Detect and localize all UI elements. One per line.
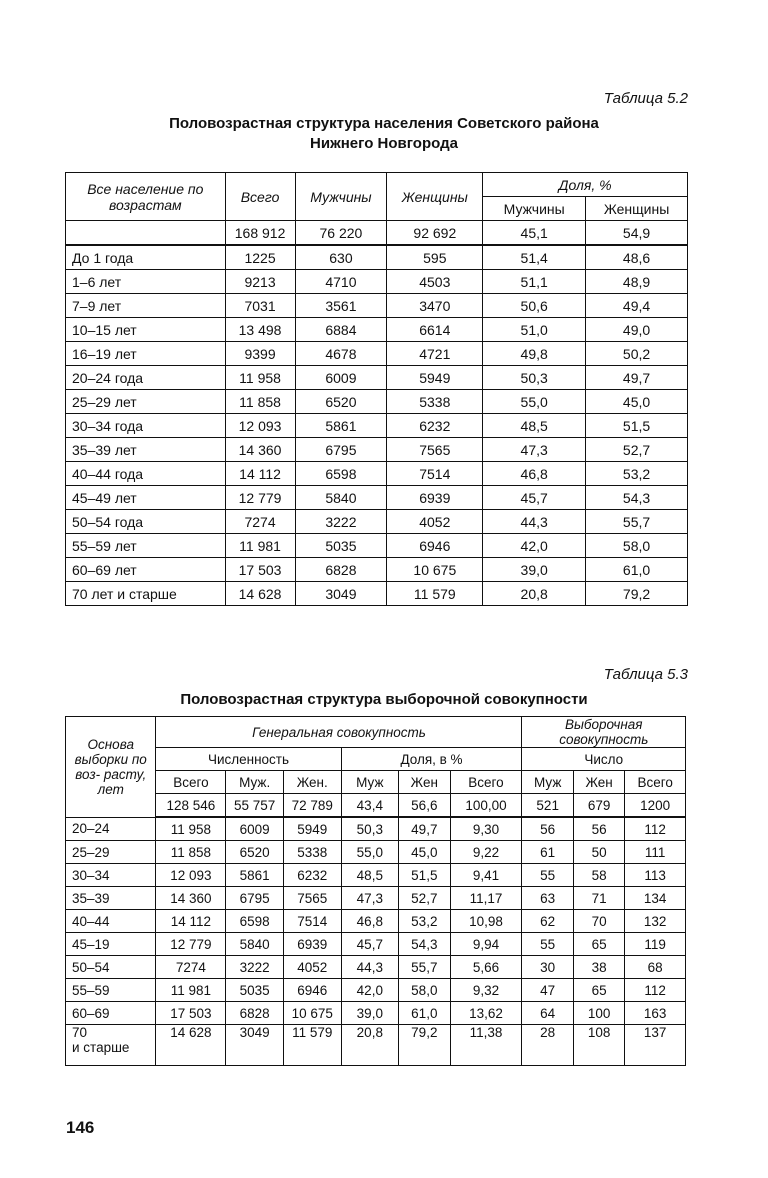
table-row — [66, 342, 688, 366]
table-5-2 — [65, 172, 688, 606]
table-cell: 9,32 — [450, 979, 522, 1002]
table-cell: 11,17 — [450, 887, 522, 910]
table-cell: 63 — [522, 887, 573, 910]
table-cell: 3470 — [387, 294, 483, 318]
table-cell: 6520 — [226, 841, 284, 864]
table-cell: 56 — [573, 817, 624, 841]
table-cell: 6598 — [295, 462, 387, 486]
table-cell: 52,7 — [399, 887, 450, 910]
table-cell: 14 360 — [156, 887, 226, 910]
table-cell: 119 — [625, 933, 686, 956]
table-cell: 49,8 — [483, 342, 586, 366]
table-cell: 3049 — [226, 1025, 284, 1066]
table-cell: 108 — [573, 1025, 624, 1066]
subheader-cell: Всего — [450, 771, 522, 794]
row-label-line1: 70 — [72, 1025, 88, 1040]
table-cell: 100 — [573, 1002, 624, 1025]
table-cell: 5840 — [295, 486, 387, 510]
header-share-pct: Доля, в % — [341, 748, 522, 771]
table-cell: 52,7 — [586, 438, 688, 462]
table-cell: 5338 — [283, 841, 341, 864]
table-cell: 6614 — [387, 318, 483, 342]
total-cell: 1200 — [625, 794, 686, 818]
table-cell: 112 — [625, 817, 686, 841]
table-5-2-title-line1: Половозрастная структура населения Советского района — [169, 115, 599, 132]
subheader-cell: Жен — [573, 771, 624, 794]
table-cell: 55 — [522, 933, 573, 956]
header-count: Численность — [156, 748, 341, 771]
table-cell: 7514 — [283, 910, 341, 933]
table-cell: 9,30 — [450, 817, 522, 841]
table-cell: 11 981 — [225, 534, 295, 558]
total-cell: 43,4 — [341, 794, 399, 818]
table-5-2-title-line2: Нижнего Новгорода — [310, 135, 458, 152]
table-row-totals — [66, 794, 686, 818]
table-cell: 55,7 — [586, 510, 688, 534]
row-label: 70 лет и старше — [66, 582, 226, 606]
table-row — [66, 534, 688, 558]
table-cell: 49,0 — [586, 318, 688, 342]
row-label: 55–59 лет — [66, 534, 226, 558]
table-cell: 50 — [573, 841, 624, 864]
total-cell: 56,6 — [399, 794, 450, 818]
table-cell: 62 — [522, 910, 573, 933]
table-cell: 9213 — [225, 270, 295, 294]
table-cell: 46,8 — [483, 462, 586, 486]
table-cell: 6828 — [226, 1002, 284, 1025]
table-5-2-title — [0, 114, 768, 154]
table-cell: 54,3 — [586, 486, 688, 510]
table-cell: 53,2 — [399, 910, 450, 933]
row-label: До 1 года — [66, 245, 226, 270]
table-cell: 79,2 — [399, 1025, 450, 1066]
row-label: 20–24 — [66, 817, 156, 841]
table-cell: 53,2 — [586, 462, 688, 486]
table-cell: 30 — [522, 956, 573, 979]
table-row — [66, 510, 688, 534]
table-row — [66, 245, 688, 270]
table-cell: 5035 — [226, 979, 284, 1002]
table-cell: 112 — [625, 979, 686, 1002]
table-cell: 44,3 — [483, 510, 586, 534]
table-cell: 6795 — [295, 438, 387, 462]
table-cell: 6520 — [295, 390, 387, 414]
table-row — [66, 558, 688, 582]
header-share-men: Мужчины — [483, 197, 586, 221]
table-cell: 11 858 — [225, 390, 295, 414]
total-cell: 168 912 — [225, 221, 295, 246]
table-cell: 6939 — [387, 486, 483, 510]
table-cell: 6795 — [226, 887, 284, 910]
row-label: 30–34 — [66, 864, 156, 887]
table-cell: 48,9 — [586, 270, 688, 294]
table-cell: 58,0 — [586, 534, 688, 558]
table-cell: 137 — [625, 1025, 686, 1066]
table-cell: 65 — [573, 933, 624, 956]
table-cell: 5338 — [387, 390, 483, 414]
table-cell: 55,0 — [341, 841, 399, 864]
table-cell: 7274 — [225, 510, 295, 534]
table-cell: 10 675 — [283, 1002, 341, 1025]
table-cell: 68 — [625, 956, 686, 979]
table-cell: 47,3 — [341, 887, 399, 910]
table-5-2-caption: Таблица 5.2 — [603, 90, 688, 107]
row-label: 55–59 — [66, 979, 156, 1002]
table-row — [66, 414, 688, 438]
row-label: 35–39 лет — [66, 438, 226, 462]
header-age: Все население по возрастам — [66, 173, 226, 221]
table-row — [66, 294, 688, 318]
row-label: 16–19 лет — [66, 342, 226, 366]
table-cell: 54,3 — [399, 933, 450, 956]
table-cell: 6232 — [387, 414, 483, 438]
row-label: 50–54 года — [66, 510, 226, 534]
table-cell: 14 628 — [225, 582, 295, 606]
table-row — [66, 438, 688, 462]
table-cell: 6946 — [283, 979, 341, 1002]
table-cell: 55,7 — [399, 956, 450, 979]
table-row — [66, 318, 688, 342]
header-number: Число — [522, 748, 686, 771]
header-sample: Выборочная совокупность — [522, 717, 686, 748]
table-cell: 55,0 — [483, 390, 586, 414]
total-cell: 100,00 — [450, 794, 522, 818]
table-cell: 28 — [522, 1025, 573, 1066]
table-cell: 7565 — [387, 438, 483, 462]
table-cell: 5,66 — [450, 956, 522, 979]
table-cell: 45,0 — [586, 390, 688, 414]
table-cell: 48,5 — [483, 414, 586, 438]
total-cell: 54,9 — [586, 221, 688, 246]
table-cell: 50,2 — [586, 342, 688, 366]
header-men: Мужчины — [295, 173, 387, 221]
table-row — [66, 817, 686, 841]
table-cell: 65 — [573, 979, 624, 1002]
table-cell: 9,22 — [450, 841, 522, 864]
table-cell: 7514 — [387, 462, 483, 486]
table-cell: 58,0 — [399, 979, 450, 1002]
subheader-cell: Муж. — [226, 771, 284, 794]
total-cell: 128 546 — [156, 794, 226, 818]
table-cell: 51,5 — [399, 864, 450, 887]
table-cell: 61 — [522, 841, 573, 864]
table-cell: 5949 — [283, 817, 341, 841]
table-cell: 12 779 — [225, 486, 295, 510]
table-cell: 51,0 — [483, 318, 586, 342]
row-label-line2: и старше — [72, 1040, 130, 1055]
table-cell: 11 579 — [283, 1025, 341, 1066]
table-cell: 12 093 — [225, 414, 295, 438]
table-cell: 64 — [522, 1002, 573, 1025]
table-row — [66, 841, 686, 864]
table-cell: 11 958 — [156, 817, 226, 841]
table-cell: 113 — [625, 864, 686, 887]
table-cell: 71 — [573, 887, 624, 910]
table-cell: 12 779 — [156, 933, 226, 956]
table-cell: 11 958 — [225, 366, 295, 390]
blank-cell — [66, 221, 226, 246]
table-cell: 50,3 — [341, 817, 399, 841]
table-cell: 45,7 — [341, 933, 399, 956]
page-number: 146 — [66, 1118, 95, 1137]
table-cell: 79,2 — [586, 582, 688, 606]
table-cell: 46,8 — [341, 910, 399, 933]
table-row — [66, 486, 688, 510]
subheader-cell: Жен — [399, 771, 450, 794]
table-cell: 7031 — [225, 294, 295, 318]
table-cell: 51,1 — [483, 270, 586, 294]
table-cell: 630 — [295, 245, 387, 270]
table-5-3-caption: Таблица 5.3 — [603, 666, 688, 683]
table-cell: 7565 — [283, 887, 341, 910]
table-row — [66, 462, 688, 486]
table-cell: 13,62 — [450, 1002, 522, 1025]
table-row — [66, 582, 688, 606]
table-cell: 17 503 — [225, 558, 295, 582]
table-cell: 5949 — [387, 366, 483, 390]
table-cell: 6598 — [226, 910, 284, 933]
table-row-last — [66, 1025, 686, 1066]
table-cell: 42,0 — [483, 534, 586, 558]
table-row — [66, 366, 688, 390]
row-label: 25–29 — [66, 841, 156, 864]
table-cell: 111 — [625, 841, 686, 864]
row-label: 35–39 — [66, 887, 156, 910]
table-row — [66, 270, 688, 294]
row-label: 50–54 — [66, 956, 156, 979]
table-cell: 5035 — [295, 534, 387, 558]
table-cell: 6939 — [283, 933, 341, 956]
row-label: 1–6 лет — [66, 270, 226, 294]
table-cell: 13 498 — [225, 318, 295, 342]
table-cell: 44,3 — [341, 956, 399, 979]
table-cell: 49,7 — [399, 817, 450, 841]
total-cell: 679 — [573, 794, 624, 818]
row-label — [66, 1025, 156, 1066]
subheader-cell: Жен. — [283, 771, 341, 794]
table-cell: 3049 — [295, 582, 387, 606]
table-cell: 11 579 — [387, 582, 483, 606]
header-women: Женщины — [387, 173, 483, 221]
table-cell: 50,3 — [483, 366, 586, 390]
table-cell: 4052 — [283, 956, 341, 979]
table-cell: 61,0 — [399, 1002, 450, 1025]
subheader-cell: Всего — [156, 771, 226, 794]
table-cell: 4503 — [387, 270, 483, 294]
table-cell: 20,8 — [483, 582, 586, 606]
table-cell: 48,5 — [341, 864, 399, 887]
table-cell: 39,0 — [341, 1002, 399, 1025]
table-cell: 45,0 — [399, 841, 450, 864]
table-cell: 6828 — [295, 558, 387, 582]
table-row — [66, 956, 686, 979]
row-label: 20–24 года — [66, 366, 226, 390]
table-cell: 134 — [625, 887, 686, 910]
table-cell: 61,0 — [586, 558, 688, 582]
table-cell: 6884 — [295, 318, 387, 342]
table-cell: 5861 — [226, 864, 284, 887]
table-row — [66, 979, 686, 1002]
table-row — [66, 887, 686, 910]
total-cell: 55 757 — [226, 794, 284, 818]
total-cell: 521 — [522, 794, 573, 818]
table-cell: 6232 — [283, 864, 341, 887]
table-cell: 17 503 — [156, 1002, 226, 1025]
table-cell: 10,98 — [450, 910, 522, 933]
total-cell: 76 220 — [295, 221, 387, 246]
total-cell: 72 789 — [283, 794, 341, 818]
table-cell: 39,0 — [483, 558, 586, 582]
row-label: 40–44 — [66, 910, 156, 933]
header-basis: Основа выборки по воз- расту, лет — [66, 717, 156, 818]
table-cell: 6946 — [387, 534, 483, 558]
row-label: 60–69 лет — [66, 558, 226, 582]
table-cell: 4678 — [295, 342, 387, 366]
table-row-totals — [66, 221, 688, 246]
table-cell: 3222 — [226, 956, 284, 979]
table-cell: 51,5 — [586, 414, 688, 438]
table-cell: 11 981 — [156, 979, 226, 1002]
table-cell: 47,3 — [483, 438, 586, 462]
table-cell: 70 — [573, 910, 624, 933]
table-row — [66, 1002, 686, 1025]
table-cell: 6009 — [226, 817, 284, 841]
table-cell: 11,38 — [450, 1025, 522, 1066]
row-label: 45–19 — [66, 933, 156, 956]
row-label: 30–34 года — [66, 414, 226, 438]
table-cell: 48,6 — [586, 245, 688, 270]
subheader-cell: Всего — [625, 771, 686, 794]
table-row — [66, 933, 686, 956]
table-cell: 14 628 — [156, 1025, 226, 1066]
row-label: 60–69 — [66, 1002, 156, 1025]
table-cell: 7274 — [156, 956, 226, 979]
table-cell: 14 112 — [156, 910, 226, 933]
row-label: 10–15 лет — [66, 318, 226, 342]
table-cell: 1225 — [225, 245, 295, 270]
table-5-3-title: Половозрастная структура выборочной совокупности — [180, 691, 588, 708]
row-label: 45–49 лет — [66, 486, 226, 510]
table-cell: 55 — [522, 864, 573, 887]
header-share-women: Женщины — [586, 197, 688, 221]
table-cell: 51,4 — [483, 245, 586, 270]
table-5-3 — [65, 716, 686, 1066]
table-cell: 56 — [522, 817, 573, 841]
table-cell: 4052 — [387, 510, 483, 534]
table-cell: 58 — [573, 864, 624, 887]
header-general: Генеральная совокупность — [156, 717, 522, 748]
total-cell: 45,1 — [483, 221, 586, 246]
table-cell: 14 112 — [225, 462, 295, 486]
table-cell: 9399 — [225, 342, 295, 366]
table-row — [66, 864, 686, 887]
table-cell: 11 858 — [156, 841, 226, 864]
table-cell: 10 675 — [387, 558, 483, 582]
table-cell: 595 — [387, 245, 483, 270]
table-cell: 12 093 — [156, 864, 226, 887]
table-cell: 47 — [522, 979, 573, 1002]
table-cell: 42,0 — [341, 979, 399, 1002]
table-cell: 9,41 — [450, 864, 522, 887]
table-cell: 45,7 — [483, 486, 586, 510]
table-row — [66, 390, 688, 414]
table-cell: 14 360 — [225, 438, 295, 462]
table-cell: 3222 — [295, 510, 387, 534]
subheader-row — [66, 771, 686, 794]
row-label: 40–44 года — [66, 462, 226, 486]
table-cell: 6009 — [295, 366, 387, 390]
table-cell: 4710 — [295, 270, 387, 294]
table-cell: 20,8 — [341, 1025, 399, 1066]
table-cell: 3561 — [295, 294, 387, 318]
table-cell: 9,94 — [450, 933, 522, 956]
table-cell: 38 — [573, 956, 624, 979]
header-share: Доля, % — [483, 173, 688, 197]
subheader-cell: Муж — [522, 771, 573, 794]
header-total: Всего — [225, 173, 295, 221]
subheader-cell: Муж — [341, 771, 399, 794]
table-cell: 163 — [625, 1002, 686, 1025]
table-cell: 132 — [625, 910, 686, 933]
row-label: 7–9 лет — [66, 294, 226, 318]
row-label: 25–29 лет — [66, 390, 226, 414]
total-cell: 92 692 — [387, 221, 483, 246]
table-cell: 49,4 — [586, 294, 688, 318]
table-cell: 4721 — [387, 342, 483, 366]
table-row — [66, 910, 686, 933]
table-cell: 49,7 — [586, 366, 688, 390]
table-cell: 50,6 — [483, 294, 586, 318]
table-cell: 5840 — [226, 933, 284, 956]
table-cell: 5861 — [295, 414, 387, 438]
